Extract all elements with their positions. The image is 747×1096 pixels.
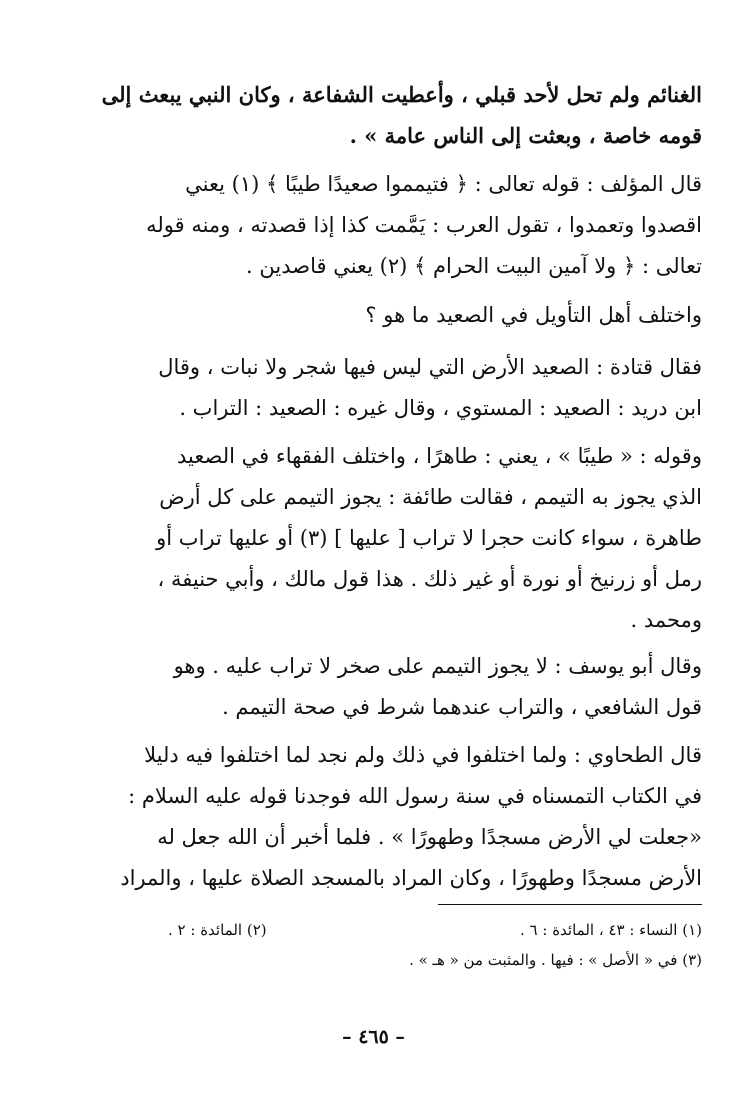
text-line: تعالى : ﴿ ولا آمين البيت الحرام ﴾ (٢) يعني قاصدين . [246, 254, 702, 278]
text-line: الغنائم ولم تحل لأحد قبلي ، وأعطيت الشفاعة ، وكان النبي يبعث إلى [101, 82, 702, 107]
paragraph-fuqaha [80, 436, 702, 641]
text-line: واختلف أهل التأويل في الصعيد ما هو ؟ [365, 303, 702, 327]
text-line: في الكتاب التمسناه في سنة رسول الله فوجدنا قوله عليه السلام : [128, 784, 702, 808]
text-line: ابن دريد : الصعيد : المستوي ، وقال غيره : الصعيد : التراب . [179, 396, 702, 420]
text-line: وقال أبو يوسف : لا يجوز التيمم على صخر لا تراب عليه . وهو [173, 654, 702, 678]
paragraph-hadith-end [80, 74, 702, 156]
text-line: قومه خاصة ، وبعثت إلى الناس عامة » . [349, 123, 702, 148]
text-line: وقوله : « طيبًا » ، يعني : طاهرًا ، واختلف الفقهاء في الصعيد [177, 444, 702, 468]
paragraph-qatada [80, 347, 702, 429]
page-number: – ٤٦٥ – [342, 1026, 405, 1048]
text-line: قال الطحاوي : ولما اختلفوا في ذلك ولم نجد لما اختلفوا فيه دليلا [144, 743, 702, 767]
footnote-3: (٣) في « الأصل » : فيها . والمثبت من « هـ » . [409, 951, 702, 969]
text-line: قال المؤلف : قوله تعالى : ﴿ فتيمموا صعيدًا طيبًا ﴾ (١) يعني [185, 172, 702, 196]
footnote-1: (١) النساء : ٤٣ ، المائدة : ٦ . [520, 921, 702, 939]
text-line: قول الشافعي ، والتراب عندهما شرط في صحة التيمم . [222, 695, 702, 719]
footnote-divider [438, 904, 702, 905]
text-line: طاهرة ، سواء كانت حجرا لا تراب [ عليها ] (٣) أو عليها تراب أو [156, 526, 702, 550]
paragraph-interpretation-question [80, 295, 702, 336]
text-line: الأرض مسجدًا وطهورًا ، وكان المراد بالمسجد الصلاة عليها ، والمراد [120, 866, 702, 890]
text-line: الذي يجوز به التيمم ، فقالت طائفة : يجوز التيمم على كل أرض [159, 485, 702, 509]
text-line: رمل أو زرنيخ أو نورة أو غير ذلك . هذا قول مالك ، وأبي حنيفة ، [157, 567, 702, 591]
paragraph-abu-yusuf [80, 646, 702, 728]
paragraph-author-commentary [80, 164, 702, 287]
text-line: اقصدوا وتعمدوا ، تقول العرب : يَمَّمت كذا إذا قصدته ، ومنه قوله [146, 213, 702, 237]
footnote-2: (٢) المائدة : ٢ . [168, 921, 267, 939]
text-line: ومحمد . [630, 608, 702, 632]
paragraph-tahawi [80, 735, 702, 899]
text-line: «جعلت لي الأرض مسجدًا وطهورًا » . فلما أخبر أن الله جعل له [157, 825, 702, 849]
text-line: فقال قتادة : الصعيد الأرض التي ليس فيها شجر ولا نبات ، وقال [158, 355, 702, 379]
